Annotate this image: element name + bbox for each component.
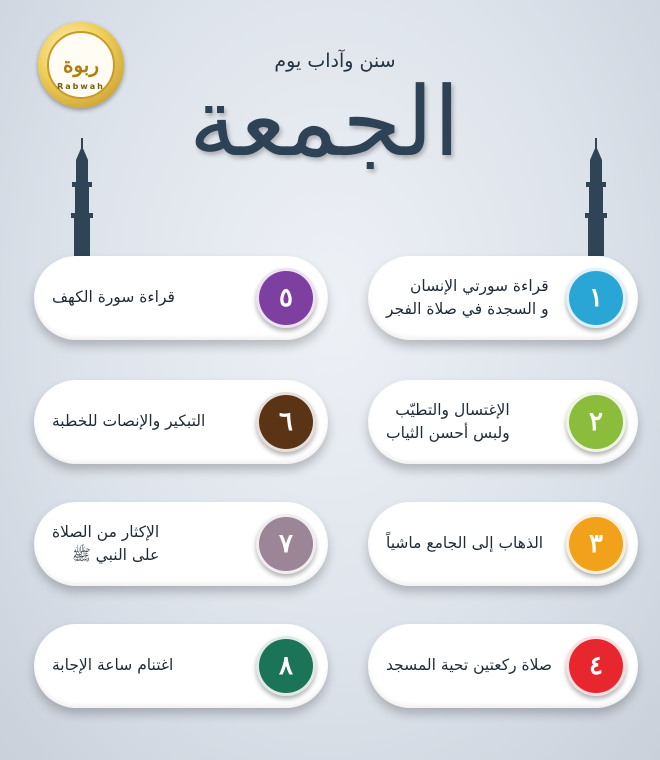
sunnah-card-3 [368,502,638,586]
number-badge: ١ [566,268,626,328]
sunnah-text: قراءة سورة الكهف [52,288,175,307]
logo-mark: ربوة [62,53,100,77]
sunnah-card-6 [34,380,328,464]
sunnah-text: التبكير والإنصات للخطبة [52,412,206,431]
sunnah-card-7 [34,502,328,586]
number-badge: ٣ [566,514,626,574]
number-badge: ٥ [256,268,316,328]
sunnah-text: الإكثار من الصلاة على النبي ﷺ [52,522,160,564]
sunnah-card-5 [34,256,328,340]
sunnah-card-2 [368,380,638,464]
logo [38,22,124,108]
sunnah-card-8 [34,624,328,708]
sunnah-text: الإغتسال والتطيّب ولبس أحسن الثياب [386,400,510,442]
subtitle: سنن وآداب يوم [274,50,396,72]
number-badge: ٢ [566,392,626,452]
sunnah-text: اغتنام ساعة الإجابة [52,656,174,675]
sunnah-text: قراءة سورتي الإنسان و السجدة في صلاة الفجر [386,276,549,318]
sunnah-card-4 [368,624,638,708]
number-badge: ٨ [256,636,316,696]
number-badge: ٦ [256,392,316,452]
page-title: الجمعة [188,66,460,178]
minaret-right-icon [576,138,616,256]
number-badge: ٧ [256,514,316,574]
sunnah-card-1 [368,256,638,340]
number-badge: ٤ [566,636,626,696]
minaret-left-icon [62,138,102,256]
logo-text: Rabwah [57,82,105,91]
sunnah-text: الذهاب إلى الجامع ماشياً [386,534,544,553]
sunnah-text: صلاة ركعتين تحية المسجد [386,656,553,675]
